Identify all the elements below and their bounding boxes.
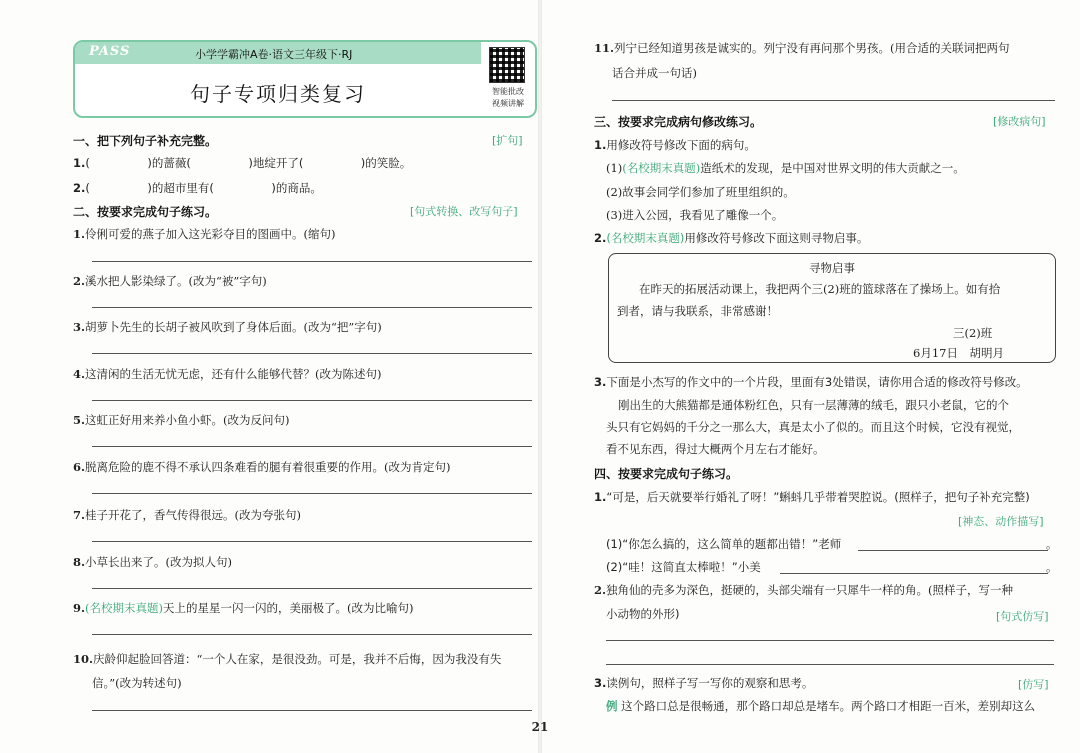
question-text: 读例句，照样子写一写你的观察和思考。 <box>606 676 814 690</box>
question-4-2 <box>594 582 1013 598</box>
answer-line[interactable] <box>92 400 532 401</box>
answer-line[interactable] <box>92 634 532 635</box>
question-2-1 <box>73 226 336 242</box>
question-3-1-1 <box>606 160 965 176</box>
question-text: 这清闲的生活无忧无虑，还有什么能够代替？(改为陈述句) <box>85 367 382 381</box>
example-line <box>606 698 1035 714</box>
section-tag-3: [修改病句] <box>993 115 1046 128</box>
question-number: 9. <box>73 601 86 615</box>
notice-line-1: 在昨天的拓展活动课上，我把两个三(2)班的篮球落在了操场上。如有拾 <box>639 282 1001 296</box>
question-2-5 <box>73 412 290 428</box>
question-number: 8. <box>73 555 86 569</box>
question-number: 4. <box>73 367 86 381</box>
question-2-10-cont: 信。”(改为转述句) <box>92 676 182 690</box>
question-text: 这虹正好用来养小鱼小虾。(改为反问句) <box>85 413 290 427</box>
question-4-1-2 <box>606 559 761 575</box>
question-4-1-1 <box>606 536 841 552</box>
answer-line[interactable] <box>92 446 532 447</box>
question-text: ( )的超市里有( )的商品。 <box>85 181 322 195</box>
question-number: 1. <box>594 138 607 152</box>
question-2-4 <box>73 366 382 382</box>
section-tag-1: [扩句] <box>492 134 523 147</box>
question-3-2 <box>594 230 868 246</box>
section-tag-4-3: [仿写] <box>1018 678 1049 691</box>
question-4-2-cont: 小动物的外形) <box>606 607 680 621</box>
answer-line[interactable] <box>780 573 1048 574</box>
question-number: 2. <box>594 231 607 245</box>
question-number: 6. <box>73 460 86 474</box>
answer-line[interactable] <box>92 493 532 494</box>
sub-number: (1) <box>606 161 623 175</box>
exam-badge: (名校期末真题) <box>606 231 685 245</box>
question-number: 2. <box>594 583 607 597</box>
question-2-11-cont: 话合并成一句话) <box>612 66 697 80</box>
question-number: 2. <box>73 181 86 195</box>
sentence-end: 。 <box>1046 560 1058 574</box>
question-text: 脱离危险的鹿不得不承认四条难看的腿有着很重要的作用。(改为肯定句) <box>85 460 451 474</box>
qr-code-icon[interactable] <box>489 47 525 83</box>
paragraph-line-3: 看不见东西，得过大概两个月左右才能好。 <box>606 442 825 456</box>
qr-caption-1: 智能批改 <box>492 87 524 96</box>
section-tag-4-1: [神态、动作描写] <box>958 515 1044 528</box>
question-number: 1. <box>594 490 607 504</box>
notice-sign: 三(2)班 <box>953 326 993 340</box>
question-3-3 <box>594 374 1028 390</box>
exam-badge: (名校期末真题) <box>85 601 163 615</box>
question-text: (2)“哇！这简直太棒啦！”小美 <box>606 560 761 574</box>
section-heading-4: 四、按要求完成句子练习。 <box>594 467 739 481</box>
question-text: (1)“你怎么搞的，这么简单的题都出错！”老师 <box>606 537 842 551</box>
example-badge: 例 <box>606 699 618 713</box>
question-4-3 <box>594 675 813 691</box>
series-title: 小学学霸冲A卷·语文三年级下·RJ <box>195 48 353 61</box>
header-band <box>75 42 481 64</box>
section-heading-2: 二、按要求完成句子练习。 <box>73 205 218 219</box>
question-number: 7. <box>73 508 86 522</box>
section-tag-2: [句式转换、改写句子] <box>410 205 518 218</box>
brand-logo: PASS <box>89 44 131 59</box>
question-number: 1. <box>73 227 86 241</box>
question-3-1-3: (3)进入公园，我看见了雕像一个。 <box>606 208 784 222</box>
question-number: 3. <box>594 676 607 690</box>
answer-line[interactable] <box>612 100 1055 101</box>
notice-box <box>608 253 1056 363</box>
qr-caption-2: 视频讲解 <box>492 99 524 108</box>
answer-line[interactable] <box>92 588 532 589</box>
question-2-2 <box>73 273 267 289</box>
question-text: 下面是小杰写的作文中的一个片段，里面有3处错误，请你用合适的修改符号修改。 <box>606 375 1028 389</box>
answer-line[interactable] <box>858 550 1048 551</box>
question-text: 独角仙的壳多为深色，挺硬的，头部尖端有一只犀牛一样的角。(照样子，写一种 <box>606 583 1013 597</box>
paragraph-line-1: 刚出生的大熊猫都是通体粉红色，只有一层薄薄的绒毛，跟只小老鼠，它的个 <box>618 398 1009 412</box>
exam-badge: (名校期末真题) <box>622 161 701 175</box>
paragraph-line-2: 头只有它妈妈的千分之一那么大，真是太小了似的。而且这个时候，它没有视觉， <box>606 420 1020 434</box>
question-2-11 <box>594 40 1010 56</box>
question-text: 列宁已经知道男孩是诚实的。列宁没有再问那个男孩。(用合适的关联词把两句 <box>614 41 1010 55</box>
question-2-8 <box>73 554 232 570</box>
question-2-6 <box>73 459 451 475</box>
question-3-1-2: (2)故事会同学们参加了班里组织的。 <box>606 185 795 199</box>
question-text: ( )的蔷薇( )地绽开了( )的笑脸。 <box>85 156 412 170</box>
answer-line[interactable] <box>92 307 532 308</box>
question-2-7 <box>73 507 301 523</box>
section-heading-3: 三、按要求完成病句修改练习。 <box>594 115 763 129</box>
header-box <box>73 40 537 118</box>
notice-title: 寻物启事 <box>809 261 855 275</box>
question-1-2 <box>73 180 322 196</box>
question-3-1 <box>594 137 756 153</box>
answer-line[interactable] <box>92 261 532 262</box>
question-number: 11. <box>594 41 615 55</box>
notice-line-2: 到者，请与我联系，非常感谢！ <box>617 304 778 318</box>
answer-line[interactable] <box>606 664 1054 665</box>
page-fold <box>538 0 542 753</box>
question-text: 用修改符号修改下面的病句。 <box>606 138 756 152</box>
question-number: 1. <box>73 156 86 170</box>
question-number: 5. <box>73 413 86 427</box>
answer-line[interactable] <box>92 541 532 542</box>
question-text: 小草长出来了。(改为拟人句) <box>85 555 232 569</box>
question-text: “可是，后天就要举行婚礼了呀！”蝌蚪几乎带着哭腔说。(照样子，把句子补充完整) <box>606 490 1030 504</box>
question-number: 2. <box>73 274 86 288</box>
question-4-1 <box>594 489 1030 505</box>
page-title: 句子专项归类复习 <box>190 82 366 106</box>
sentence-end: 。 <box>1046 537 1058 551</box>
question-text: 桂子开花了，香气传得很远。(改为夸张句) <box>85 508 301 522</box>
question-text: 庆龄仰起脸回答道：“一个人在家，是很没劲。可是，我并不后悔，因为我没有失 <box>93 652 502 666</box>
question-number: 10. <box>73 652 94 666</box>
question-2-10 <box>73 651 501 667</box>
question-number: 3. <box>73 320 86 334</box>
question-text: 造纸术的发现，是中国对世界文明的伟大贡献之一。 <box>700 161 965 175</box>
page-number: 21 <box>531 720 549 734</box>
question-2-9 <box>73 600 413 616</box>
question-2-3 <box>73 319 382 335</box>
answer-line[interactable] <box>606 640 1054 641</box>
question-text: 溪水把人影染绿了。(改为“被”字句) <box>85 274 267 288</box>
answer-line[interactable] <box>92 710 532 711</box>
question-number: 3. <box>594 375 607 389</box>
section-tag-4-2: [句式仿写] <box>996 610 1049 623</box>
answer-line[interactable] <box>92 353 532 354</box>
section-heading-1: 一、把下列句子补充完整。 <box>73 134 218 148</box>
question-text: 天上的星星一闪一闪的，美丽极了。(改为比喻句) <box>163 601 414 615</box>
question-1-1 <box>73 155 411 171</box>
question-text: 胡萝卜先生的长胡子被风吹到了身体后面。(改为“把”字句) <box>85 320 382 334</box>
question-text: 用修改符号修改下面这则寻物启事。 <box>684 231 869 245</box>
notice-date: 6月17日 胡明月 <box>913 346 1004 360</box>
example-text: 这个路口总是很畅通，那个路口却总是堵车。两个路口才相距一百米，差别却这么 <box>621 699 1036 713</box>
question-text: 伶俐可爱的燕子加入这光彩夺目的图画中。(缩句) <box>85 227 336 241</box>
